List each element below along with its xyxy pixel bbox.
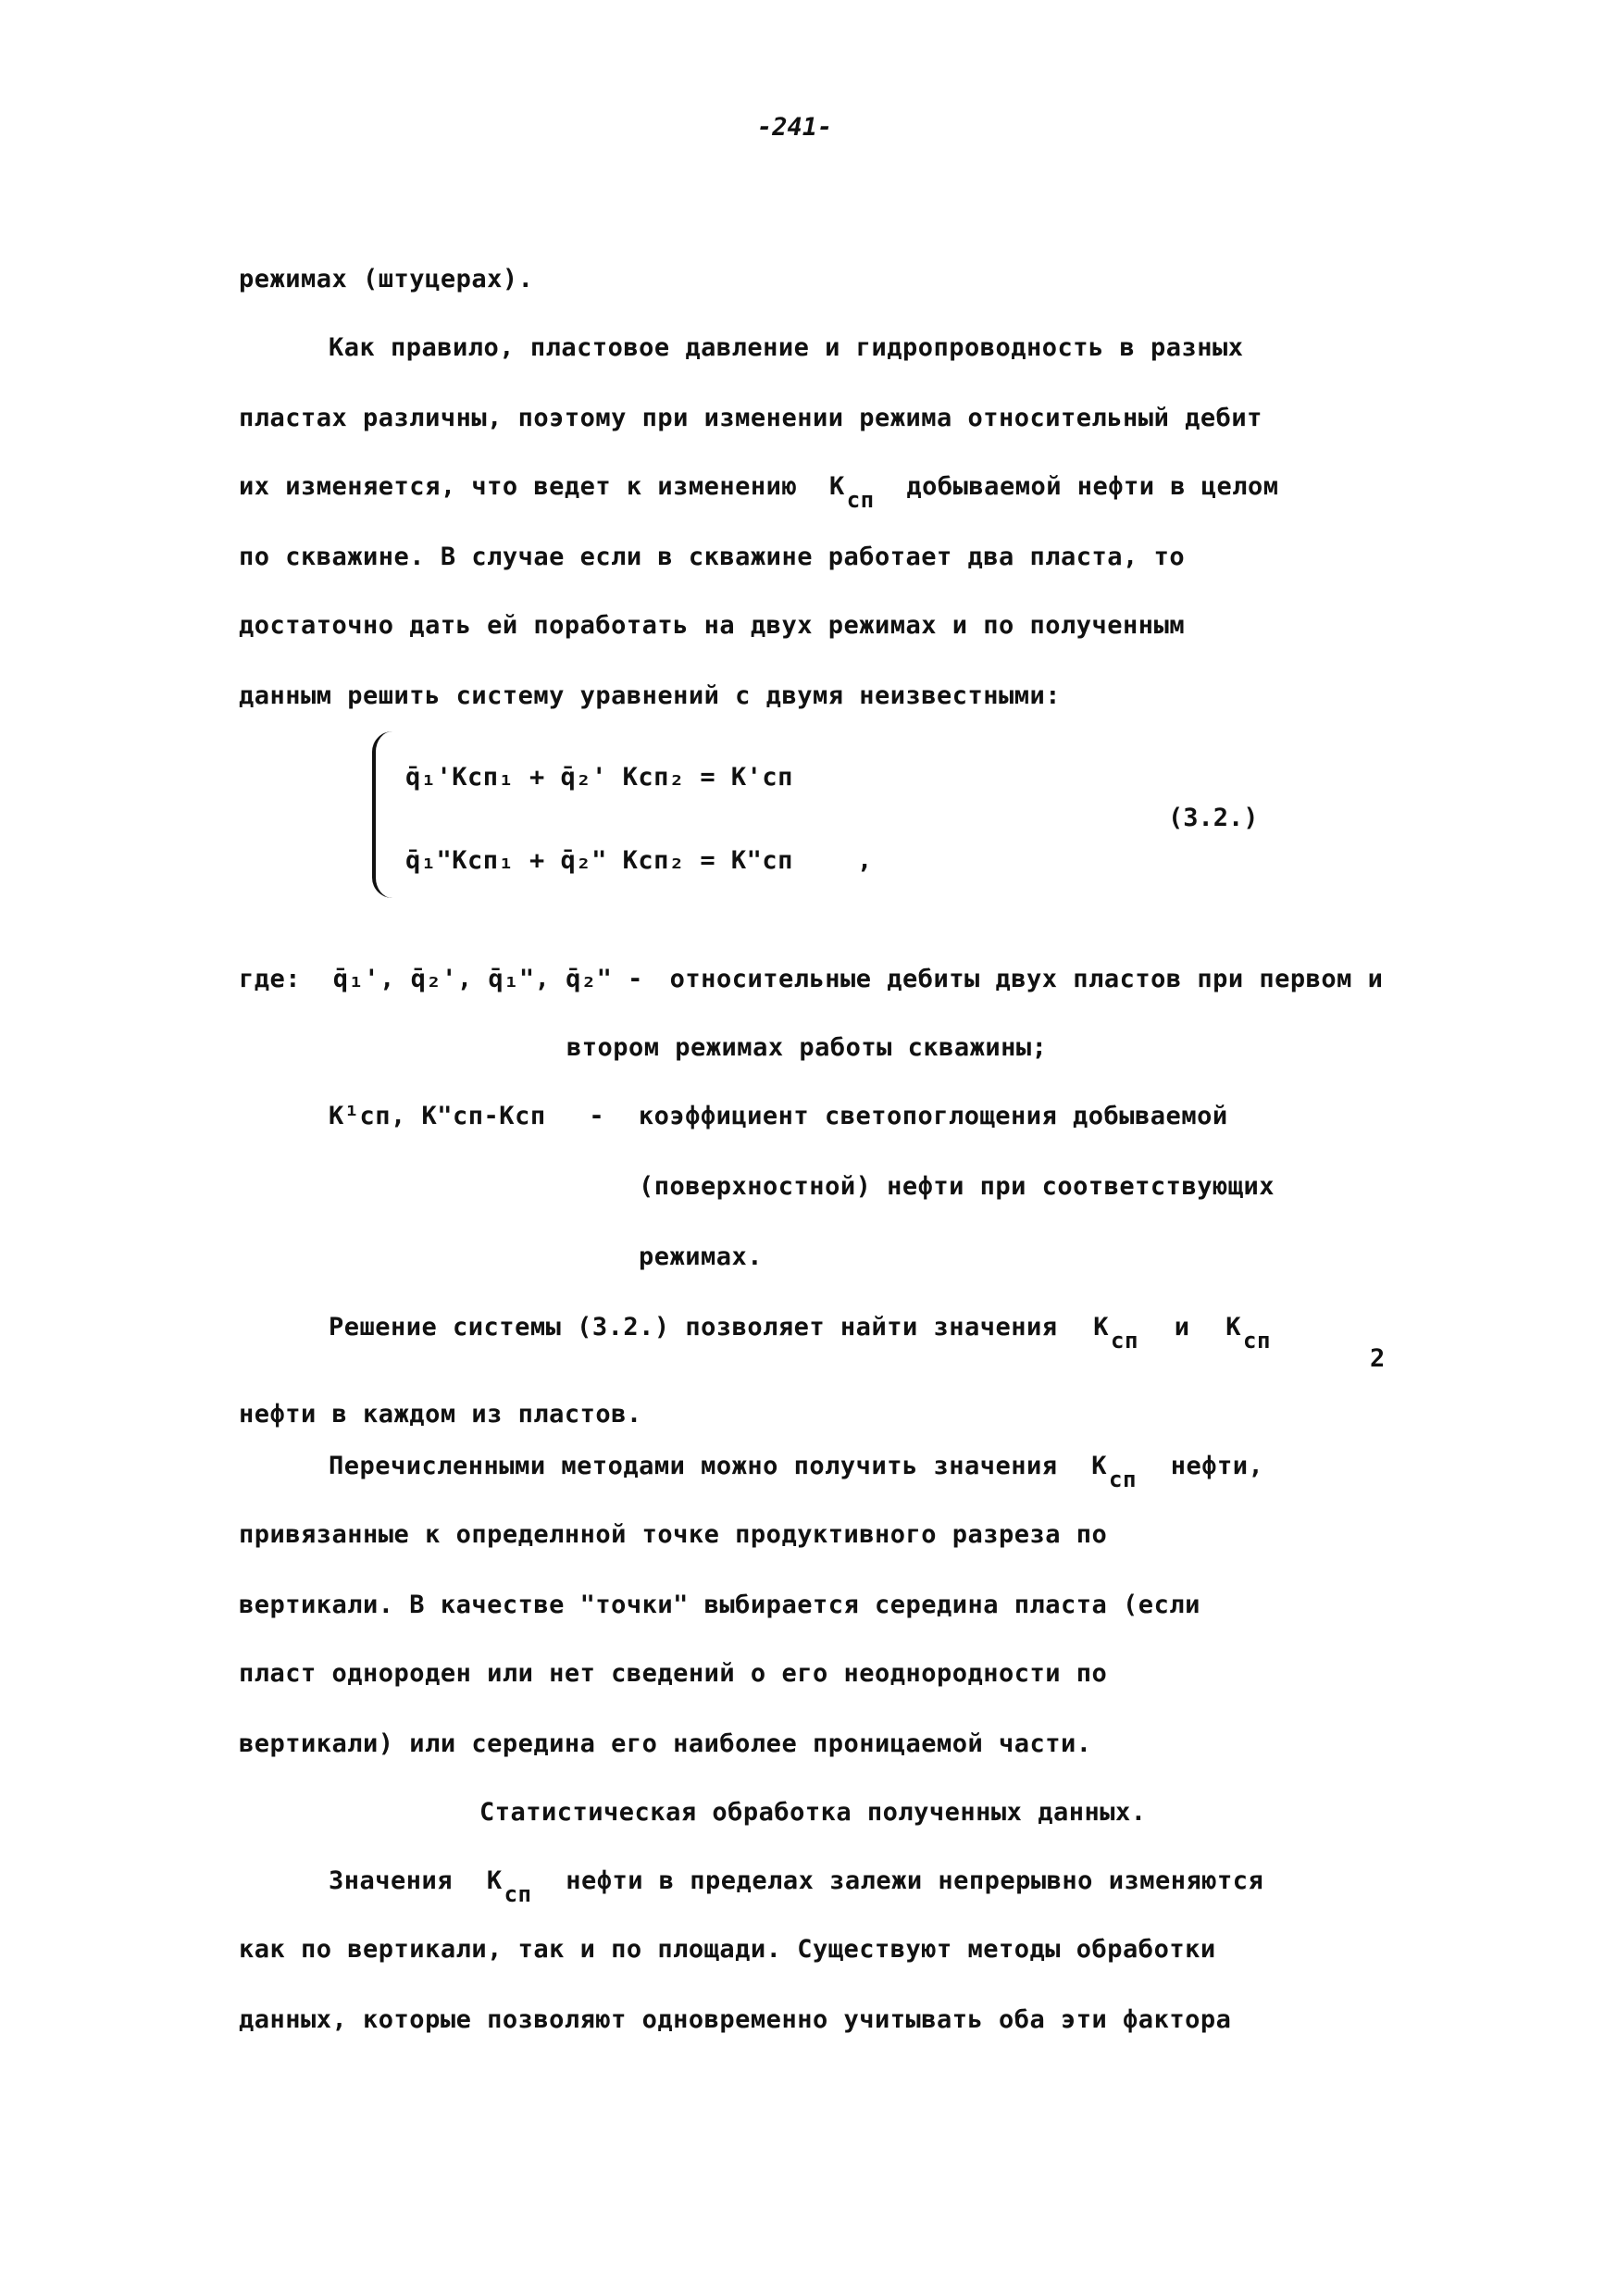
paragraph-line: нефти в каждом из пластов. [239, 1400, 642, 1429]
paragraph-line: вертикали. В качестве "точки" выбирается середина пласта (если [239, 1591, 1200, 1619]
paragraph-line: вертикали) или середина его наиболее проницаемой части. [239, 1729, 1092, 1758]
where-line-continuation: (поверхностной) нефти при соответствующих [639, 1172, 1275, 1201]
paragraph-line: пластах различны, поэтому при изменении режима относительный дебит [239, 404, 1263, 432]
where-line-2 [329, 1098, 1228, 1135]
dash: - [589, 1102, 605, 1130]
paragraph-line-with-k [239, 468, 1279, 513]
where-line-continuation: режимах. [639, 1242, 764, 1271]
where-text: относительные дебиты двух пластов при первом и [669, 965, 1384, 993]
where-text-2: коэффициент светопоглощения добываемой [638, 1102, 1228, 1130]
text-segment: их изменяется, что ведет к изменению [239, 472, 798, 501]
k-symbol: Kсп [486, 1866, 532, 1907]
text-segment: Решение системы (3.2.) позволяет найти значения [329, 1313, 1058, 1341]
page-number: -241- [757, 113, 833, 142]
paragraph-line: данным решить систему уравнений с двумя неизвестными: [239, 681, 1062, 710]
paragraph-line: по скважине. В случае если в скважине работает два пласта, то [239, 543, 1186, 571]
text-segment: нефти в пределах залежи непрерывно изменяются [566, 1866, 1264, 1895]
paragraph-line-with-k [329, 1863, 1264, 1907]
where-symbols-2: K¹сп, K"сп-Kсп [329, 1102, 546, 1130]
k-symbol: Kсп [828, 472, 875, 513]
paragraph-line: Как правило, пластовое давление и гидропроводность в разных [329, 333, 1244, 362]
where-symbols: q̄₁', q̄₂', q̄₁", q̄₂" - [332, 965, 643, 993]
paragraph-line-with-k [329, 1448, 1264, 1492]
text-segment: Значения [329, 1866, 454, 1895]
equation-comma: , [857, 846, 873, 875]
equation-row-2: q̄₁"Kсп₁ + q̄₂" Kсп₂ = K"сп [405, 846, 793, 875]
k-symbol: Kсп [1225, 1313, 1271, 1354]
k-symbol: Kсп [1091, 1452, 1137, 1492]
text-segment: Перечисленными методами можно получить значения [329, 1452, 1058, 1480]
paragraph-line: как по вертикали, так и по площади. Существуют методы обработки [239, 1935, 1216, 1964]
equation-row-1: q̄₁'Kсп₁ + q̄₂' Kсп₂ = K'сп [405, 763, 793, 792]
text-segment: и [1174, 1313, 1190, 1341]
where-line [239, 961, 1383, 998]
paragraph-line: данных, которые позволяют одновременно учитывать оба эти фактора [239, 2005, 1232, 2034]
text-segment: добываемой нефти в целом [906, 472, 1279, 501]
where-label: где: [239, 965, 302, 993]
paragraph-line: пласт однороден или нет сведений о его неоднородности по [239, 1659, 1108, 1688]
subscript-index: 2 [1370, 1344, 1386, 1373]
where-line-continuation: втором режимах работы скважины; [566, 1033, 1048, 1062]
equation-brace [372, 731, 400, 898]
text-segment: нефти, [1170, 1452, 1264, 1480]
paragraph-line: привязанные к определнной точке продуктивного разреза по [239, 1520, 1108, 1549]
paragraph-line-with-k [329, 1309, 1271, 1354]
paragraph-line: режимах (штуцерах). [239, 265, 534, 293]
section-heading: Статистическая обработка полученных данных. [479, 1798, 1147, 1827]
paragraph-line: достаточно дать ей поработать на двух режимах и по полученным [239, 611, 1186, 640]
equation-number: (3.2.) [1168, 804, 1259, 832]
k-symbol: Kсп [1093, 1313, 1138, 1354]
